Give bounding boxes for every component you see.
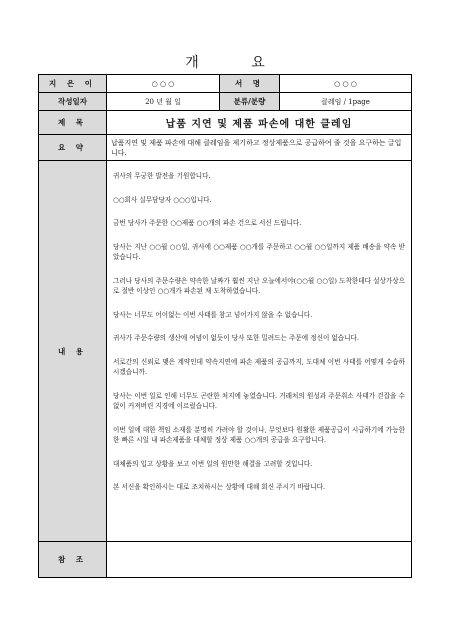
- reference-label: 참 조: [39, 542, 107, 578]
- author-label: 지 은 이: [39, 75, 107, 93]
- content-paragraph: 본 서신을 확인하시는 대로 조치하시는 상황에 대해 회신 주시기 바랍니다.: [113, 483, 326, 491]
- content-body[interactable]: [107, 161, 412, 542]
- signature-value[interactable]: ○ ○ ○: [280, 75, 412, 93]
- summary-value[interactable]: 납품지연 및 제품 파손에 대해 클레임을 제기하고 정상제품으로 공급하여 줄 것을 요구하는 글입니다.: [107, 135, 412, 161]
- subject-value[interactable]: 납품 지연 및 제품 파손에 대한 클레임: [107, 111, 412, 135]
- content-paragraph: 이번 일에 대한 책임 소재를 분명히 가려야 할 것이나, 무엇보다 원활한 제품공급이 시급하기에 가능한 한 빠른 시일 내 파손제품을 대체할 정상 제품 ○○개의 공급을 요구합니다.: [113, 425, 405, 444]
- content-paragraph: ○○회사 실무담당자 ○○○입니다.: [113, 195, 212, 204]
- author-value[interactable]: ○ ○ ○: [107, 75, 220, 93]
- category-label: 분류/분량: [220, 93, 280, 111]
- content-paragraph: 대체품의 입고 상황을 보고 이번 일의 원만한 해결을 고려할 것입니다.: [113, 459, 313, 468]
- subject-row: [39, 111, 412, 135]
- summary-form-table: [38, 74, 412, 578]
- content-paragraph: 귀사의 무궁한 발전을 기원합니다.: [113, 172, 211, 180]
- document-title: 개 요: [185, 55, 289, 71]
- date-row: [39, 93, 412, 111]
- content-paragraph: 금번 당사가 주문한 ○○제품 ○○개의 파손 건으로 서신 드립니다.: [113, 219, 302, 227]
- signature-label: 서 명: [220, 75, 280, 93]
- content-paragraph: 당사는 이번 일로 인해 너무도 곤란한 처지에 놓였습니다. 거래처의 원성과 주문취소 사태가 걷잡을 수 없이 커져버린 지경에 이르렀습니다.: [113, 391, 405, 410]
- content-paragraph: 서로간의 신뢰로 맺은 계약인데 약속지연에 파손 제품의 공급까지, 도대체 이번 사태를 어떻게 수습하시겠습니까.: [113, 357, 405, 376]
- author-row: [39, 75, 412, 93]
- reference-row: [39, 542, 412, 578]
- summary-row: [39, 135, 412, 161]
- content-paragraph: 당사는 지난 ○○월 ○○일, 귀사에 ○○제품 ○○개를 주문하고 ○○월 ○○일까지 제품 배송을 약속 받았습니다.: [113, 242, 405, 261]
- subject-label: 제 목: [39, 111, 107, 135]
- content-paragraph: 그러나 당사의 주문수량은 약속한 날짜가 훨씬 지난 오늘에서야(○○월 ○○일) 도착한데다 설상가상으로 절반 이상인 ○○개가 파손된 채 도착하였습니다.: [113, 276, 405, 295]
- category-value[interactable]: 클레임 / 1page: [280, 93, 412, 111]
- content-paragraph: 귀사가 주문수량의 생산에 여념이 없듯이 당사 또한 밀려드는 주문에 정신이 없습니다.: [113, 334, 359, 342]
- date-label: 작성일자: [39, 93, 107, 111]
- content-paragraph: 당사는 너무도 어이없는 이번 사태를 참고 넘어가지 않을 수 없습니다.: [113, 310, 313, 319]
- content-label: 내 용: [39, 161, 107, 542]
- reference-value[interactable]: [107, 542, 412, 578]
- date-value[interactable]: 20 년 월 일: [107, 93, 220, 111]
- content-row: [39, 161, 412, 542]
- summary-label: 요 약: [39, 135, 107, 161]
